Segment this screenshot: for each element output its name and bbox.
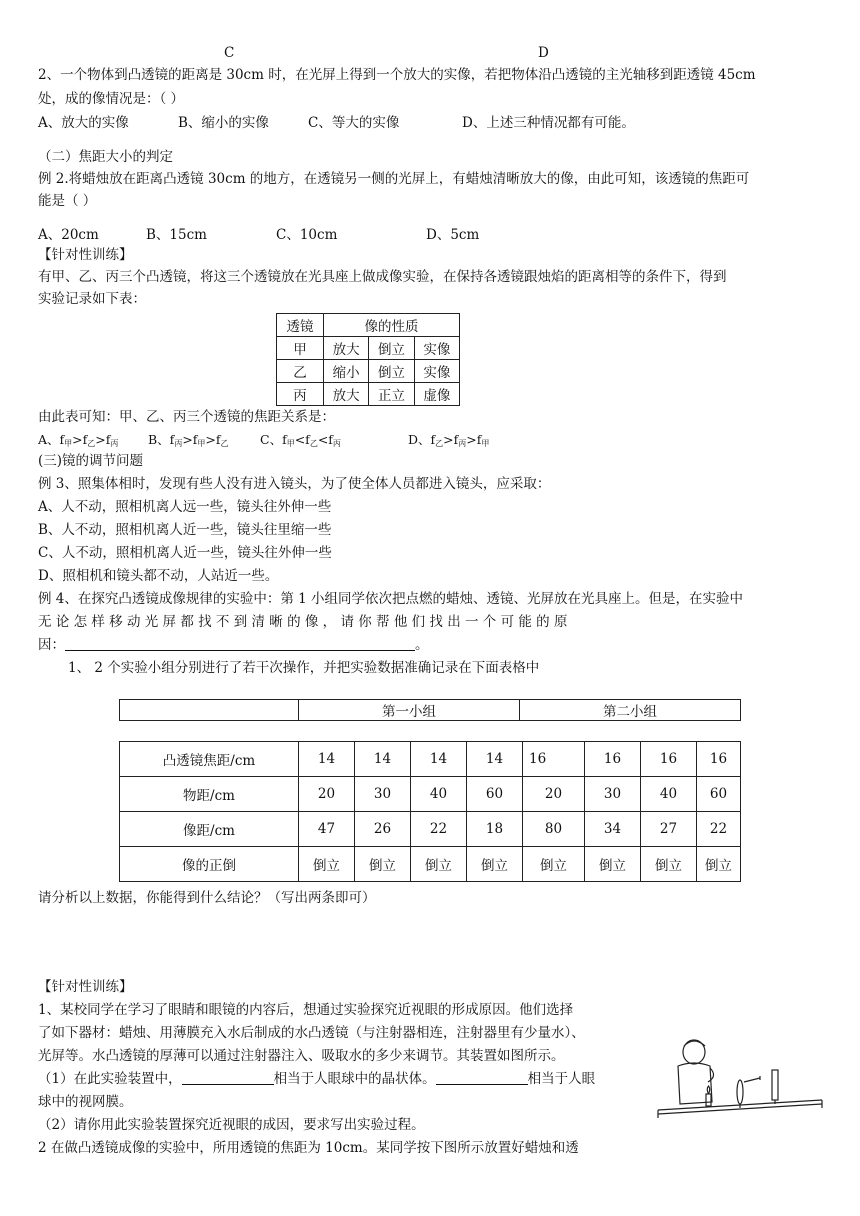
focal-option-b	[148, 431, 229, 453]
train2-line5: 球中的视网膜。	[38, 1094, 133, 1110]
table-cell: 16	[523, 742, 585, 777]
table-cell: 20	[299, 777, 355, 812]
q2-option-c: C、等大的实像	[308, 115, 400, 131]
ex2-option-d: D、5cm	[426, 227, 480, 243]
option-text: C、f	[260, 432, 287, 447]
header-image-nature: 像的性质	[324, 314, 460, 337]
train2-line2: 了如下器材：蜡烛、用薄膜充入水后制成的水凸透镜（与注射器相连，注射器里有少量水）、	[38, 1025, 585, 1041]
retina-answer-blank[interactable]	[436, 1071, 528, 1085]
option-text: >f	[205, 432, 221, 447]
training1-line1: 有甲、乙、丙三个凸透镜，将这三个透镜放在光具座上做成像实验，在保持各透镜跟烛焰的距离相等的条件下，得到	[38, 269, 727, 285]
group1-header: 第一小组	[299, 700, 520, 721]
ex3-option-c: C、人不动，照相机离人近一些，镜头往外伸一些	[38, 545, 332, 561]
table-cell: 14	[467, 742, 523, 777]
ex3-option-a: A、人不动，照相机离人远一些，镜头往外伸一些	[38, 499, 332, 515]
table-cell: 实像	[414, 337, 459, 360]
section-adjust-title: (三)镜的调节问题	[38, 453, 144, 469]
row-label: 像的正倒	[120, 847, 299, 882]
table-row	[277, 383, 460, 406]
subscript: 丙	[174, 439, 183, 448]
table-cell: 倒立	[299, 847, 355, 882]
table-cell: 22	[697, 812, 741, 847]
ex4-line3	[38, 636, 429, 654]
syringe-icon	[744, 1076, 760, 1082]
option-label-d: D	[538, 45, 549, 61]
option-text: <f	[294, 432, 310, 447]
focal-relation-question: 由此表可知：甲、乙、丙三个透镜的焦距关系是：	[38, 409, 335, 425]
table-cell: 60	[467, 777, 523, 812]
option-text: >f	[95, 432, 111, 447]
ex3-option-d: D、照相机和镜头都不动，人站近一些。	[38, 568, 279, 584]
flame-icon	[707, 1086, 710, 1094]
table-row	[277, 314, 460, 337]
table-row	[120, 777, 741, 812]
train2-line6: （2）请你用此实验装置探究近视眼的成因，要求写出实验过程。	[38, 1117, 425, 1133]
subscript: 乙	[309, 439, 318, 448]
q2-line2: 处，成的像情况是：（ ）	[38, 91, 185, 107]
training-title-1: 【针对性训练】	[38, 247, 133, 263]
row-label: 物距/cm	[120, 777, 299, 812]
header-lens: 透镜	[277, 314, 324, 337]
option-text: A、f	[38, 432, 65, 447]
option-text: D、f	[408, 432, 436, 447]
table-row	[277, 360, 460, 383]
table-cell: 14	[355, 742, 411, 777]
table-cell: 27	[641, 812, 697, 847]
table-cell: 22	[411, 812, 467, 847]
option-text: >f	[443, 432, 459, 447]
candle-icon	[706, 1094, 711, 1106]
table-cell: 正立	[369, 383, 414, 406]
lens-properties-table	[276, 313, 460, 406]
focal-option-d	[408, 431, 489, 453]
option-text: >f	[72, 432, 88, 447]
table-cell: 乙	[277, 360, 324, 383]
table-cell: 16	[641, 742, 697, 777]
ex4-line2: 无 论 怎 样 移 动 光 屏 都 找 不 到 清 晰 的 像 ， 请 你 帮 他 们 找 出 一 个 可 能 的 原	[38, 614, 568, 630]
subscript: 乙	[87, 439, 96, 448]
ex2-option-c: C、10cm	[276, 227, 338, 243]
option-text: >f	[182, 432, 198, 447]
option-label-c: C	[224, 45, 235, 61]
table-cell: 26	[355, 812, 411, 847]
table-row	[120, 700, 741, 721]
train2-line7: 2 在做凸透镜成像的实验中，所用透镜的焦距为 10cm。某同学按下图所示放置好蜡烛和透	[38, 1140, 579, 1156]
table-cell: 20	[523, 777, 585, 812]
table-cell: 甲	[277, 337, 324, 360]
q2-option-a: A、放大的实像	[38, 115, 129, 131]
subscript: 甲	[197, 439, 206, 448]
ex3-option-b: B、人不动，照相机离人近一些，镜头往里缩一些	[38, 522, 332, 538]
table-cell: 30	[585, 777, 641, 812]
table-cell: 40	[411, 777, 467, 812]
train2-line4	[38, 1070, 595, 1088]
table-cell: 34	[585, 812, 641, 847]
table-cell: 丙	[277, 383, 324, 406]
lens-icon	[737, 1080, 743, 1104]
row-label: 像距/cm	[120, 812, 299, 847]
subscript: 甲	[64, 439, 73, 448]
group-header-table	[119, 699, 741, 721]
table-cell: 30	[355, 777, 411, 812]
question-text: 相当于人眼	[527, 1071, 596, 1087]
table-cell: 倒立	[467, 847, 523, 882]
focal-option-c	[260, 431, 341, 453]
table-cell: 40	[641, 777, 697, 812]
table-cell: 倒立	[585, 847, 641, 882]
ex2-option-a: A、20cm	[38, 227, 99, 243]
table-cell: 倒立	[697, 847, 741, 882]
answer-prefix: 因：	[38, 637, 65, 653]
table-cell: 80	[523, 812, 585, 847]
train2-line3: 光屏等。水凸透镜的厚薄可以通过注射器注入、吸取水的多少来调节。其装置如图所示。	[38, 1048, 565, 1064]
table-cell: 倒立	[641, 847, 697, 882]
q2-option-b: B、缩小的实像	[178, 115, 269, 131]
table-cell	[120, 700, 299, 721]
table-cell: 倒立	[523, 847, 585, 882]
subscript: 甲	[286, 439, 295, 448]
analyze-prompt: 请分析以上数据，你能得到什么结论？（写出两条即可）	[38, 890, 376, 906]
table-row	[277, 337, 460, 360]
ex2-option-b: B、15cm	[146, 227, 207, 243]
screen-icon	[772, 1070, 778, 1100]
training1-line2: 实验记录如下表：	[38, 291, 146, 307]
table-row	[120, 742, 741, 777]
table-cell: 倒立	[369, 337, 414, 360]
table-cell: 倒立	[369, 360, 414, 383]
row-label: 凸透镜焦距/cm	[120, 742, 299, 777]
table-cell: 14	[299, 742, 355, 777]
option-text: B、f	[148, 432, 175, 447]
q2-line1: 2、一个物体到凸透镜的距离是 30cm 时，在光屏上得到一个放大的实像，若把物体沿凸透镜的主光轴移到距透镜 45cm	[38, 67, 756, 83]
answer-blank[interactable]	[65, 637, 415, 651]
table-cell: 14	[411, 742, 467, 777]
section-focal-title: （二）焦距大小的判定	[38, 149, 173, 165]
question-text: 相当于人眼球中的晶状体。	[273, 1071, 436, 1087]
subscript: 乙	[220, 439, 229, 448]
optical-bench-illustration	[652, 1038, 828, 1120]
experiment-data-table	[119, 741, 741, 882]
subscript: 丙	[458, 439, 467, 448]
person-hair	[684, 1041, 705, 1046]
table-cell: 16	[697, 742, 741, 777]
table-cell: 16	[585, 742, 641, 777]
table-cell: 放大	[324, 383, 369, 406]
ex2-line1: 例 2.将蜡烛放在距离凸透镜 30cm 的地方，在透镜另一侧的光屏上，有蜡烛清晰放大的像，由此可知，该透镜的焦距可	[38, 171, 750, 187]
ex4-item1: 1、 2 个实验小组分别进行了若干次操作，并把实验数据准确记录在下面表格中	[68, 660, 540, 676]
subscript: 甲	[481, 439, 490, 448]
table-cell: 60	[697, 777, 741, 812]
train2-line1: 1、某校同学在学习了眼睛和眼镜的内容后，想通过实验探究近视眼的形成原因。他们选择	[38, 1002, 574, 1018]
table-cell: 缩小	[324, 360, 369, 383]
answer-suffix: 。	[415, 637, 429, 653]
q2-option-d: D、上述三种情况都有可能。	[462, 115, 635, 131]
subscript: 乙	[435, 439, 444, 448]
table-cell: 虚像	[414, 383, 459, 406]
person-body	[678, 1063, 712, 1104]
training-title-2: 【针对性训练】	[38, 979, 133, 995]
lens-answer-blank[interactable]	[182, 1071, 274, 1085]
table-row	[120, 847, 741, 882]
focal-option-a	[38, 431, 118, 453]
question-text: （1）在此实验装置中，	[38, 1071, 182, 1087]
ex3-question: 例 3、照集体相时，发现有些人没有进入镜头，为了使全体人员都进入镜头，应采取：	[38, 476, 551, 492]
option-text: <f	[317, 432, 333, 447]
group2-header: 第二小组	[520, 700, 741, 721]
ex4-line1: 例 4、在探究凸透镜成像规律的实验中：第 1 小组同学依次把点燃的蜡烛、透镜、光屏放在光具座上。但是，在实验中	[38, 591, 744, 607]
table-cell: 倒立	[411, 847, 467, 882]
table-cell: 47	[299, 812, 355, 847]
table-cell: 放大	[324, 337, 369, 360]
table-cell: 18	[467, 812, 523, 847]
subscript: 丙	[332, 439, 341, 448]
table-row	[120, 812, 741, 847]
option-text: >f	[466, 432, 482, 447]
ex2-line2: 能是（ ）	[38, 193, 97, 209]
table-cell: 倒立	[355, 847, 411, 882]
subscript: 丙	[110, 439, 119, 448]
table-cell: 实像	[414, 360, 459, 383]
